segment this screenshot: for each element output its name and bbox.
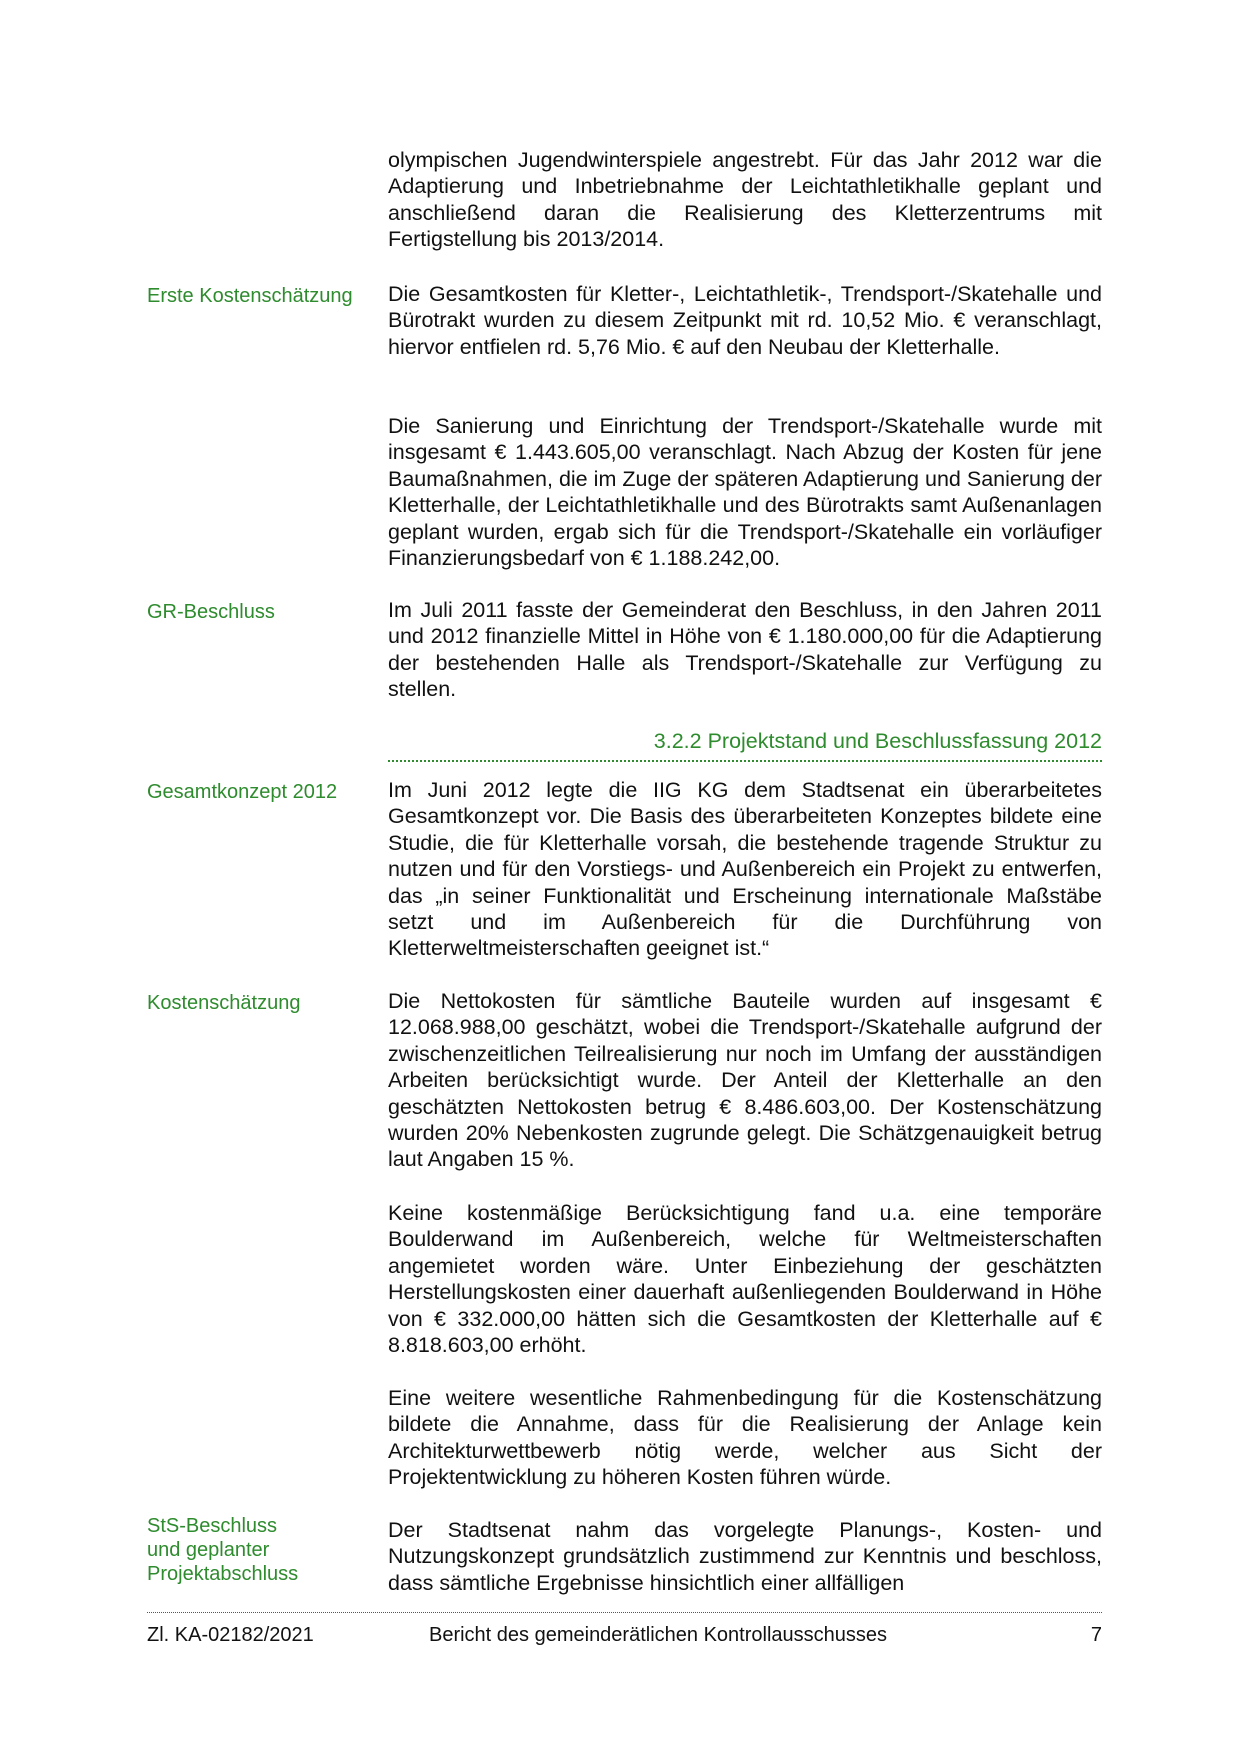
footer-divider — [147, 1612, 1102, 1613]
side-label-line: StS-Beschluss — [147, 1515, 278, 1537]
paragraph: Der Stadtsenat nahm das vorgelegte Planungs-, Kosten- und Nutzungskonzept grundsätzlich zustimmend zur Kenntnis und beschloss, dass sämtliche Ergebnisse hinsichtlich einer allfälligen — [388, 1518, 1102, 1595]
side-label-line: und geplanter — [147, 1539, 270, 1561]
paragraph: Im Juni 2012 legte die IIG KG dem Stadtsenat ein überarbeitetes Gesamtkonzept vor. Die Basis des überarbeiteten Konzeptes bildete eine Studie, die für Kletterhalle vorsah, die bestehende tragende Struktur zu nutzen und für den Vorstiegs- und Außenbereich ein Projekt zu entwerfen, das „in seiner Funktionalität und Erscheinung internationale Maßstäbe setzt und im Außenbereich für die Durchführung von Kletterweltmeisterschaften geeignet ist.“ — [388, 778, 1102, 961]
paragraph: Die Nettokosten für sämtliche Bauteile wurden auf insgesamt € 12.068.988,00 geschätzt, wobei die Trendsport-/Skatehalle aufgrund der zwischenzeitlichen Teilrealisierung nur noch im Umfang der ausständigen Arbeiten berücksichtigt wurde. Der Anteil der Kletterhalle an den geschätzten Nettokosten betrug € 8.486.603,00. Der Kostenschätzung wurden 20% Nebenkosten zugrunde gelegt. Die Schätzgenauigkeit betrug laut Angaben 15 %. — [388, 989, 1102, 1172]
heading-divider — [388, 760, 1102, 762]
side-label-sts-beschluss — [147, 1514, 372, 1586]
section-heading: 3.2.2 Projektstand und Beschlussfassung 2012 — [653, 729, 1102, 753]
side-label-erste-kostenschaetzung: Erste Kostenschätzung — [147, 285, 353, 307]
paragraph: Im Juli 2011 fasste der Gemeinderat den Beschluss, in den Jahren 2011 und 2012 finanzielle Mittel in Höhe von € 1.180.000,00 für die Adaptierung der bestehenden Halle als Trendsport-/Skatehalle zur Verfügung zu stellen. — [388, 598, 1102, 702]
paragraph: Keine kostenmäßige Berücksichtigung fand u.a. eine temporäre Boulderwand im Außenbereich, welche für Weltmeisterschaften angemietet worden wäre. Unter Einbeziehung der geschätzten Herstellungskosten einer dauerhaft außenliegenden Boulderwand in Höhe von € 332.000,00 hätten sich die Gesamtkosten der Kletterhalle auf € 8.818.603,00 erhöht. — [388, 1201, 1102, 1358]
page-number: 7 — [1090, 1624, 1102, 1646]
footer-title: Bericht des gemeinderätlichen Kontrollausschusses — [428, 1624, 888, 1646]
footer-reference: Zl. KA-02182/2021 — [147, 1624, 314, 1646]
paragraph: olympischen Jugendwinterspiele angestrebt. Für das Jahr 2012 war die Adaptierung und Inbetriebnahme der Leichtathletikhalle geplant und anschließend daran die Realisierung des Kletterzentrums mit Fertigstellung bis 2013/2014. — [388, 148, 1102, 252]
paragraph: Die Gesamtkosten für Kletter-, Leichtathletik-, Trendsport-/Skatehalle und Bürotrakt wurden zu diesem Zeitpunkt mit rd. 10,52 Mio. € veranschlagt, hiervor entfielen rd. 5,76 Mio. € auf den Neubau der Kletterhalle. — [388, 282, 1102, 359]
side-label-kostenschaetzung: Kostenschätzung — [147, 992, 301, 1014]
paragraph: Eine weitere wesentliche Rahmenbedingung für die Kostenschätzung bildete die Annahme, dass für die Realisierung der Anlage kein Architekturwettbewerb nötig werde, welcher aus Sicht der Projektentwicklung zu höheren Kosten führen würde. — [388, 1386, 1102, 1490]
paragraph: Die Sanierung und Einrichtung der Trendsport-/Skatehalle wurde mit insgesamt € 1.443.605,00 veranschlagt. Nach Abzug der Kosten für jene Baumaßnahmen, die im Zuge der späteren Adaptierung und Sanierung der Kletterhalle, der Leichtathletikhalle und des Bürotrakts samt Außenanlagen geplant wurden, ergab sich für die Trendsport-/Skatehalle ein vorläufiger Finanzierungsbedarf von € 1.188.242,00. — [388, 414, 1102, 571]
side-label-gr-beschluss: GR-Beschluss — [147, 601, 275, 623]
side-label-gesamtkonzept: Gesamtkonzept 2012 — [147, 781, 338, 803]
side-label-line: Projektabschluss — [147, 1563, 299, 1585]
